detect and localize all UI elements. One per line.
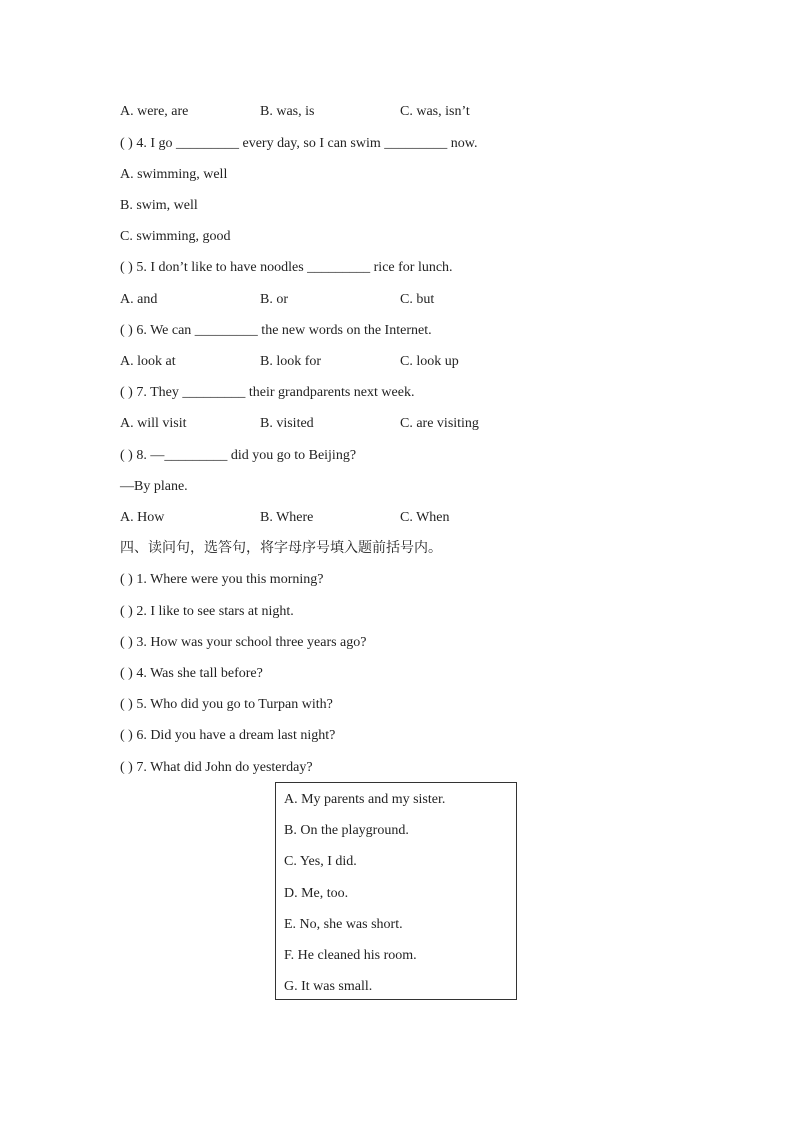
- answer-f: F. He cleaned his room.: [284, 948, 417, 963]
- q6-stem: ( ) 6. We can _________ the new words on the Internet.: [120, 323, 432, 338]
- q6-option-c: C. look up: [400, 354, 459, 369]
- q4-option-a: A. swimming, well: [120, 167, 228, 182]
- s4-question-7: ( ) 7. What did John do yesterday?: [120, 760, 313, 775]
- q3-option-a: A. were, are: [120, 104, 189, 119]
- s4-question-4: ( ) 4. Was she tall before?: [120, 666, 263, 681]
- answer-d: D. Me, too.: [284, 886, 349, 901]
- s4-question-2: ( ) 2. I like to see stars at night.: [120, 604, 294, 619]
- q8-option-c: C. When: [400, 510, 450, 525]
- s4-question-1: ( ) 1. Where were you this morning?: [120, 572, 324, 587]
- q8-option-b: B. Where: [260, 510, 314, 525]
- q7-option-a: A. will visit: [120, 416, 187, 431]
- s4-question-6: ( ) 6. Did you have a dream last night?: [120, 728, 336, 743]
- answer-c: C. Yes, I did.: [284, 854, 357, 869]
- answer-options-box: [275, 782, 517, 1000]
- q4-stem: ( ) 4. I go _________ every day, so I can swim _________ now.: [120, 136, 478, 151]
- q5-option-c: C. but: [400, 292, 435, 307]
- q5-option-a: A. and: [120, 292, 158, 307]
- q4-option-b: B. swim, well: [120, 198, 198, 213]
- answer-a: A. My parents and my sister.: [284, 792, 446, 807]
- section-4-heading: 四、读问句，选答句，将字母序号填入题前括号内。: [120, 540, 442, 556]
- q5-option-b: B. or: [260, 292, 288, 307]
- answer-e: E. No, she was short.: [284, 917, 403, 932]
- answer-g: G. It was small.: [284, 979, 373, 994]
- q3-option-c: C. was, isn’t: [400, 104, 470, 119]
- q7-option-c: C. are visiting: [400, 416, 479, 431]
- q5-stem: ( ) 5. I don’t like to have noodles _________ rice for lunch.: [120, 260, 453, 275]
- s4-question-3: ( ) 3. How was your school three years ago?: [120, 635, 367, 650]
- s4-question-5: ( ) 5. Who did you go to Turpan with?: [120, 697, 333, 712]
- q6-option-b: B. look for: [260, 354, 322, 369]
- q6-option-a: A. look at: [120, 354, 176, 369]
- q7-stem: ( ) 7. They _________ their grandparents next week.: [120, 385, 415, 400]
- q7-option-b: B. visited: [260, 416, 314, 431]
- q8-reply: —By plane.: [120, 479, 188, 494]
- q8-option-a: A. How: [120, 510, 165, 525]
- q4-option-c: C. swimming, good: [120, 229, 231, 244]
- answer-b: B. On the playground.: [284, 823, 409, 838]
- q3-option-b: B. was, is: [260, 104, 315, 119]
- q8-stem: ( ) 8. —_________ did you go to Beijing?: [120, 448, 357, 463]
